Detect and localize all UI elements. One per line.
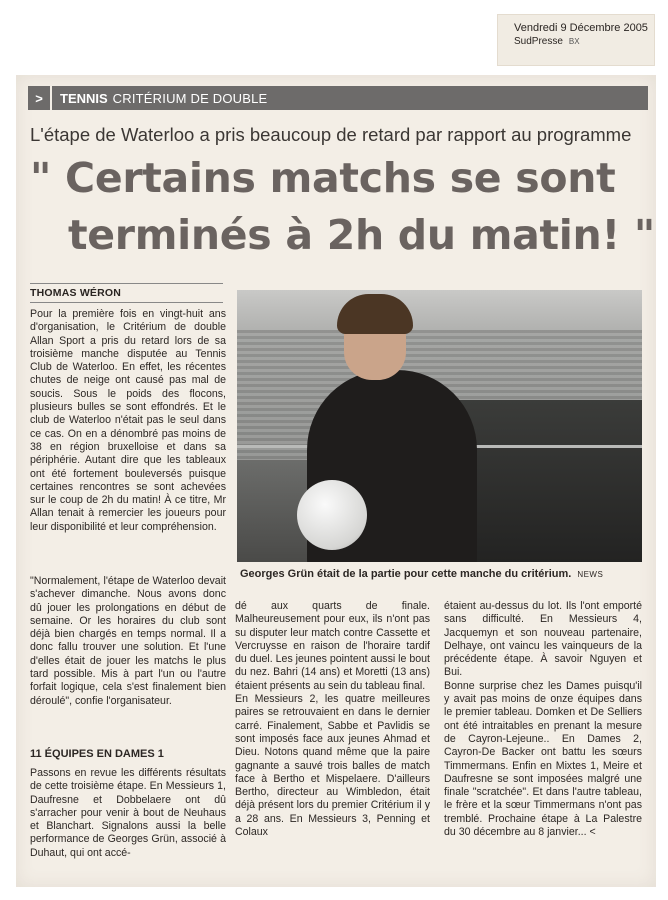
headline-line-1: " Certains matchs se sont xyxy=(30,154,616,202)
football-icon xyxy=(297,480,367,550)
clipping-edition: BX xyxy=(568,37,580,46)
clipping-source-name: SudPresse xyxy=(514,36,563,47)
person-hair xyxy=(337,294,413,334)
body-paragraph: Passons en revue les différents résultats de cette troisième étape. En Messieurs 1, Daufresne et Dobbelaere ont dû s'arracher pour venir à bout de Neuhaus et Blanchart. Signalons aussi la belle performance de Georges Grün, associé à Duhaut, qui ont accé- xyxy=(30,767,226,859)
photo-caption xyxy=(240,568,640,580)
body-paragraph: "Normalement, l'étape de Waterloo devait s'achever dimanche. Nous avons donc dû jouer les prolongations en début de semaine. Or les horaires du club sont déjà bien chargés en temps normal. Il a donc fallu trouver une solution. Et l'une d'elles était de jouer les matchs le plus tard possible. Mis à part l'un ou l'autre forfait logique, cela s'est finalement bien déroulé", confie l'organisateur. xyxy=(30,575,226,707)
body-column-1 xyxy=(30,308,226,534)
headline-line-2: terminés à 2h du matin! " xyxy=(68,211,655,259)
rubric-category: TENNIS xyxy=(60,90,108,106)
clipping-source xyxy=(514,35,654,49)
photo-credit: NEWS xyxy=(577,570,604,579)
article-photo xyxy=(237,290,642,562)
body-column-3 xyxy=(444,600,642,839)
byline: THOMAS WÉRON xyxy=(30,287,223,303)
body-column-1-results xyxy=(30,767,226,860)
body-paragraph: Bonne surprise chez les Dames puisqu'il y avait pas moins de onze équipes dans le premier tableau. Domken et De Selliers ont été intraitables en prenant la mesure de Cayron-Lejeune.. En Dames 2, Cayron-De Backer ont battu les sœurs Timmermans. Enfin en Mixtes 1, Meire et Daufresne se sont imposées malgré une finale "scratchée". Et dans l'autre tableau, le frère et la sœur Timmermans n'ont pas tremblé. Prochaine étape à La Palestre du 30 décembre au 8 janvier... < xyxy=(444,679,642,839)
body-paragraph: dé aux quarts de finale. Malheureusement pour eux, ils n'ont pas su disputer leur match contre Cassette et Vercruysse en raison de l'horaire tardif du duel. Les jeunes pointent aussi le bout du nez. Bahri (14 ans) et Moretti (13 ans) étaient présents au sein du tableau final. xyxy=(235,600,430,692)
byline-rule xyxy=(30,283,223,284)
rubric-subcategory: CRITÉRIUM DE DOUBLE xyxy=(112,90,268,106)
body-column-2 xyxy=(235,600,430,839)
clipping-date: Vendredi 9 Décembre 2005 xyxy=(514,22,648,34)
caption-text: Georges Grün était de la partie pour cette manche du critérium. xyxy=(240,568,572,580)
article-subhead: 11 ÉQUIPES EN DAMES 1 xyxy=(30,748,164,760)
body-column-1-quote xyxy=(30,575,226,708)
chevron-icon: > xyxy=(28,86,52,110)
body-paragraph: Pour la première fois en vingt-huit ans d'organisation, le Critérium de double Allan Sport a pris du retard lors de sa troisième manche disputée au Tennis Club de Waterloo. En effet, les récentes chutes de neige ont causé pas mal de soucis. Sous le poids des flocons, plusieurs bulles se sont effondrés. Et le club de Waterloo n'était pas le seul dans ce cas. On en a dénombré pas moins de 38 en région bruxelloise et dans sa périphérie. Autant dire que les tableaux ont été fortement bouleversés puisque certaines rencontres se sont achevées sur le coup de 2h du matin! À ce titre, Mr Allan tenait à remercier les joueurs pour leur disponibilité et leur compréhension. xyxy=(30,308,226,533)
section-rubric xyxy=(28,86,648,110)
article-headline xyxy=(30,150,655,264)
clipping-label xyxy=(497,14,655,66)
article-kicker: L'étape de Waterloo a pris beaucoup de retard par rapport au programme xyxy=(30,124,632,145)
body-paragraph: étaient au-dessus du lot. Ils l'ont emporté sans difficulté. En Messieurs 4, Jacquemyn et son nouveau partenaire, Delhaye, ont vaincu les vainqueurs de la précédente étape. À savoir Nguyen et Bui. xyxy=(444,600,642,679)
body-paragraph: En Messieurs 2, les quatre meilleures paires se retrouvaient en dans le dernier carré. Finalement, Sabbe et Pavlidis se sont imposés face aux jeunes Ahmad et Dieu. Notons quand même que la paire gagnante a sauvé trois balles de match face à Bertho et Mispelaere. D'ailleurs Bertho, directeur au Wimbledon, était déjà présent lors du premier Critérium il y a 28 ans. En Messieurs 3, Penning et Colaux xyxy=(235,693,430,839)
